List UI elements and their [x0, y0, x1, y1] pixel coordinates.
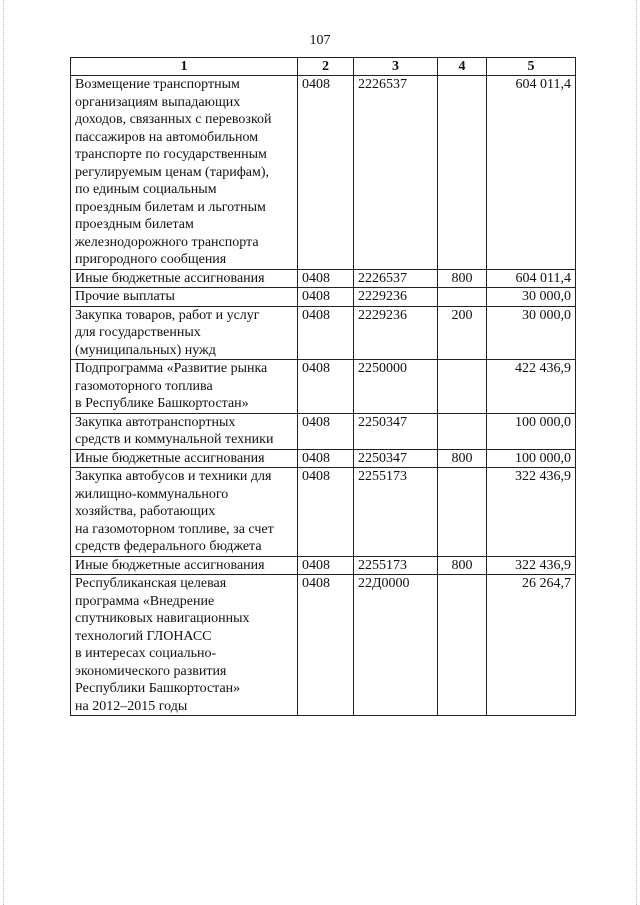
header-col-5: 5: [487, 58, 576, 76]
table-row: [71, 468, 576, 557]
item-name: Иные бюджетные ассигнования: [71, 269, 298, 288]
section-code: 0408: [298, 556, 354, 575]
section-code: 0408: [298, 360, 354, 414]
item-name: Прочие выплаты: [71, 288, 298, 307]
target-article-code: 2255173: [354, 556, 438, 575]
section-code: 0408: [298, 306, 354, 360]
table-body: [71, 76, 576, 716]
expense-type-code: 800: [438, 449, 487, 468]
section-code: 0408: [298, 269, 354, 288]
amount: 422 436,9: [487, 360, 576, 414]
scan-edge-right: [636, 0, 638, 905]
section-code: 0408: [298, 288, 354, 307]
header-col-4: 4: [438, 58, 487, 76]
table-row: [71, 76, 576, 270]
page-number: 107: [309, 33, 331, 48]
amount: 604 011,4: [487, 269, 576, 288]
table-row: [71, 413, 576, 449]
amount: 100 000,0: [487, 413, 576, 449]
budget-table: [70, 57, 576, 716]
expense-type-code: [438, 360, 487, 414]
item-name: Иные бюджетные ассигнования: [71, 449, 298, 468]
table-row: [71, 306, 576, 360]
table-row: [71, 449, 576, 468]
item-name: Закупка автотранспортных средств и коммунальной техники: [71, 413, 298, 449]
expense-type-code: [438, 76, 487, 270]
table-row: [71, 360, 576, 414]
table-row: [71, 575, 576, 716]
amount: 30 000,0: [487, 306, 576, 360]
table-row: [71, 288, 576, 307]
scan-edge-left: [3, 0, 5, 905]
item-name: Республиканская целевая программа «Внедрение спутниковых навигационных технологий ГЛОНАСС в интересах социально- экономического развития Республики Башкортостан» на 2012–2015 годы: [71, 575, 298, 716]
expense-type-code: [438, 468, 487, 557]
section-code: 0408: [298, 575, 354, 716]
amount: 322 436,9: [487, 556, 576, 575]
amount: 30 000,0: [487, 288, 576, 307]
amount: 322 436,9: [487, 468, 576, 557]
item-name: Иные бюджетные ассигнования: [71, 556, 298, 575]
expense-type-code: 800: [438, 556, 487, 575]
target-article-code: 2229236: [354, 306, 438, 360]
table-row: [71, 269, 576, 288]
table-header: [71, 58, 576, 76]
header-col-1: 1: [71, 58, 298, 76]
target-article-code: 2226537: [354, 269, 438, 288]
expense-type-code: [438, 575, 487, 716]
expense-type-code: 200: [438, 306, 487, 360]
header-col-3: 3: [354, 58, 438, 76]
target-article-code: 22Д0000: [354, 575, 438, 716]
section-code: 0408: [298, 468, 354, 557]
target-article-code: 2229236: [354, 288, 438, 307]
target-article-code: 2250347: [354, 449, 438, 468]
amount: 100 000,0: [487, 449, 576, 468]
target-article-code: 2226537: [354, 76, 438, 270]
table-row: [71, 556, 576, 575]
item-name: Подпрограмма «Развитие рынка газомоторного топлива в Республике Башкортостан»: [71, 360, 298, 414]
target-article-code: 2255173: [354, 468, 438, 557]
item-name: Закупка товаров, работ и услуг для государственных (муниципальных) нужд: [71, 306, 298, 360]
item-name: Возмещение транспортным организациям выпадающих доходов, связанных с перевозкой пассажиров на автомобильном транспорте по государственным регулируемым ценам (тарифам), по единым социальным проездным билетам и льготным проездным билетам железнодорожного транспорта пригородного сообщения: [71, 76, 298, 270]
header-row: [71, 58, 576, 76]
target-article-code: 2250000: [354, 360, 438, 414]
section-code: 0408: [298, 449, 354, 468]
section-code: 0408: [298, 413, 354, 449]
item-name: Закупка автобусов и техники для жилищно-коммунального хозяйства, работающих на газомоторном топливе, за счет средств федерального бюджета: [71, 468, 298, 557]
expense-type-code: [438, 288, 487, 307]
expense-type-code: [438, 413, 487, 449]
amount: 604 011,4: [487, 76, 576, 270]
amount: 26 264,7: [487, 575, 576, 716]
header-col-2: 2: [298, 58, 354, 76]
target-article-code: 2250347: [354, 413, 438, 449]
expense-type-code: 800: [438, 269, 487, 288]
section-code: 0408: [298, 76, 354, 270]
